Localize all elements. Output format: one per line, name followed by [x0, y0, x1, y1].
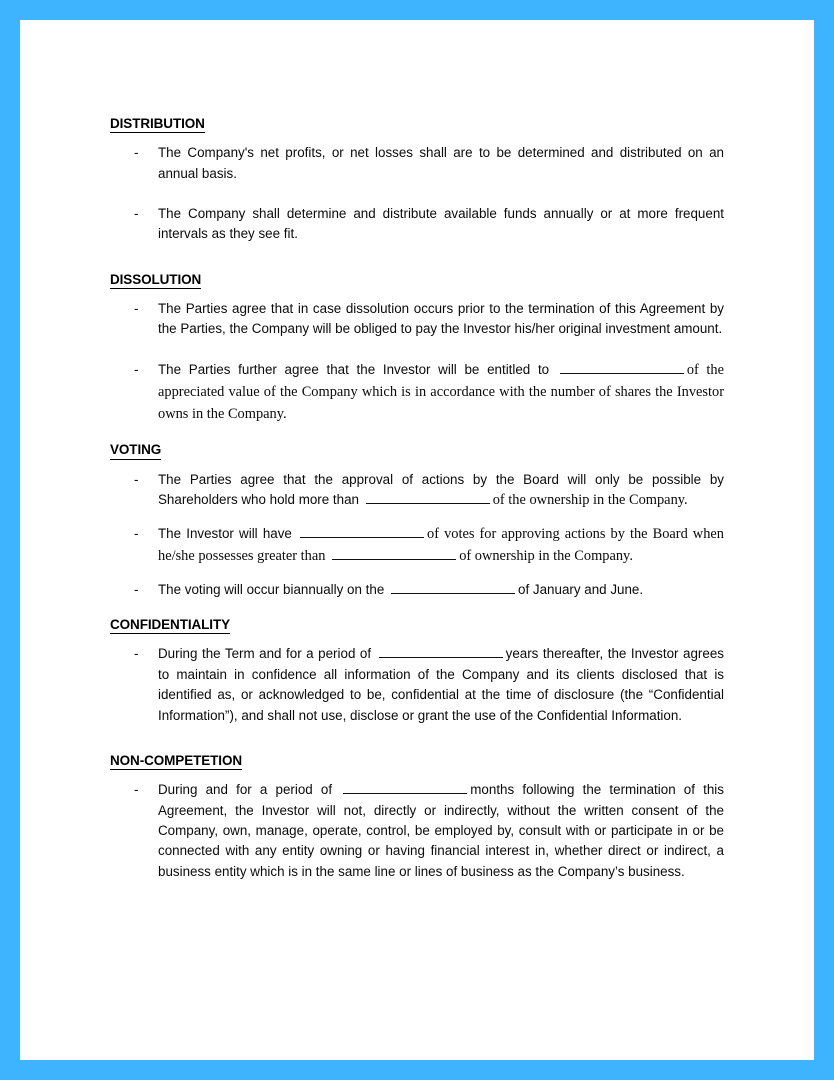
- bullet-dash: -: [134, 782, 139, 798]
- section-heading: CONFIDENTIALITY: [110, 616, 230, 634]
- section-heading-wrap: [110, 271, 724, 289]
- spacer: [110, 726, 724, 752]
- fill-in-blank[interactable]: [300, 524, 424, 538]
- clause-text: The Parties further agree that the Investor will be entitled to: [158, 361, 550, 377]
- section-distribution: [110, 115, 724, 245]
- bullet-dash: -: [134, 471, 139, 487]
- section-heading-wrap: [110, 616, 724, 634]
- clause-text: years thereafter, the Investor agrees to maintain in confidence all information of the Company and its clients disclosed that is identified as, or acknowledged to be, confidential at the time of disclosure (the “Confidential Information”), and shall not use, disclose or grant the use of the Confidential Information.: [158, 646, 724, 723]
- section-heading: VOTING: [110, 441, 161, 459]
- spacer: [110, 133, 724, 143]
- clause-list: [110, 470, 724, 600]
- spacer: [110, 245, 724, 271]
- spacer: [110, 512, 724, 524]
- clause-text: The Company shall determine and distribute available funds annually or at more frequent intervals as they see fit.: [158, 206, 724, 242]
- clause-item: [110, 780, 724, 882]
- spacer: [110, 425, 724, 441]
- section-heading-wrap: [110, 752, 724, 770]
- bullet-dash: -: [134, 145, 139, 161]
- clause-item: [110, 204, 724, 245]
- section-heading: DISSOLUTION: [110, 271, 201, 289]
- spacer: [110, 340, 724, 360]
- section-heading: DISTRIBUTION: [110, 115, 205, 133]
- fill-in-blank[interactable]: [332, 546, 456, 560]
- clause-text: of ownership in the Company.: [459, 547, 633, 564]
- fill-in-blank[interactable]: [391, 580, 515, 594]
- clause-item: [110, 299, 724, 340]
- spacer: [110, 289, 724, 299]
- fill-in-blank[interactable]: [560, 360, 684, 374]
- bullet-dash: -: [134, 301, 139, 317]
- section-heading-wrap: [110, 115, 724, 133]
- clause-text: months following the termination of this Agreement, the Investor will not, directly or indirectly, without the written consent of the Company, own, manage, operate, control, be employed by, consult with or participate in or be connected with any entity owning or having financial interest in, whether direct or indirect, a business entity which is in the same line or lines of business as the Company’s business.: [158, 782, 724, 879]
- clause-text: During the Term and for a period of: [158, 646, 372, 662]
- bullet-dash: -: [134, 646, 139, 662]
- clause-item: [110, 470, 724, 512]
- spacer: [110, 634, 724, 644]
- bullet-dash: -: [134, 361, 139, 377]
- bullet-dash: -: [134, 525, 139, 541]
- fill-in-blank[interactable]: [366, 490, 490, 504]
- clause-list: [110, 780, 724, 882]
- clause-text: The Parties agree that the approval of actions by the Board will only be possible by Shareholders who hold more than: [158, 471, 724, 508]
- clause-text: The Parties agree that in case dissolution occurs prior to the termination of this Agreement by the Parties, the Company will be obliged to pay the Investor his/her original investment amount.: [158, 301, 724, 337]
- section-confidentiality: [110, 616, 724, 726]
- clause-item: [110, 644, 724, 726]
- clause-text: of the ownership in the Company.: [492, 492, 688, 509]
- bullet-dash: -: [134, 581, 139, 597]
- fill-in-blank[interactable]: [379, 645, 503, 659]
- document-page: [20, 20, 814, 1060]
- spacer: [110, 568, 724, 580]
- clause-text: The Investor will have: [158, 525, 292, 541]
- section-dissolution: [110, 271, 724, 426]
- spacer: [110, 184, 724, 204]
- clause-text: of January and June.: [518, 581, 644, 597]
- section-voting: [110, 441, 724, 600]
- clause-list: [110, 299, 724, 425]
- clause-item: [110, 143, 724, 184]
- document-body: [110, 115, 724, 882]
- section-heading: NON-COMPETETION: [110, 752, 242, 770]
- spacer: [110, 770, 724, 780]
- clause-item: [110, 580, 724, 600]
- clause-list: [110, 143, 724, 245]
- clause-item: [110, 524, 724, 568]
- clause-text: of the appreciated value of the Company which is in accordance with the number of shares the Investor owns in the Company.: [158, 361, 724, 422]
- clause-text: of votes for approving actions by the Board when he/she possesses greater than: [158, 525, 724, 564]
- fill-in-blank[interactable]: [343, 780, 467, 794]
- section-heading-wrap: [110, 441, 724, 459]
- spacer: [110, 600, 724, 616]
- bullet-dash: -: [134, 206, 139, 222]
- clause-text: The voting will occur biannually on the: [158, 581, 385, 597]
- clause-text: The Company's net profits, or net losses shall are to be determined and distributed on an annual basis.: [158, 145, 724, 181]
- section-non-competetion: [110, 752, 724, 882]
- clause-text: During and for a period of: [158, 782, 333, 798]
- spacer: [110, 460, 724, 470]
- clause-list: [110, 644, 724, 726]
- clause-item: [110, 360, 724, 426]
